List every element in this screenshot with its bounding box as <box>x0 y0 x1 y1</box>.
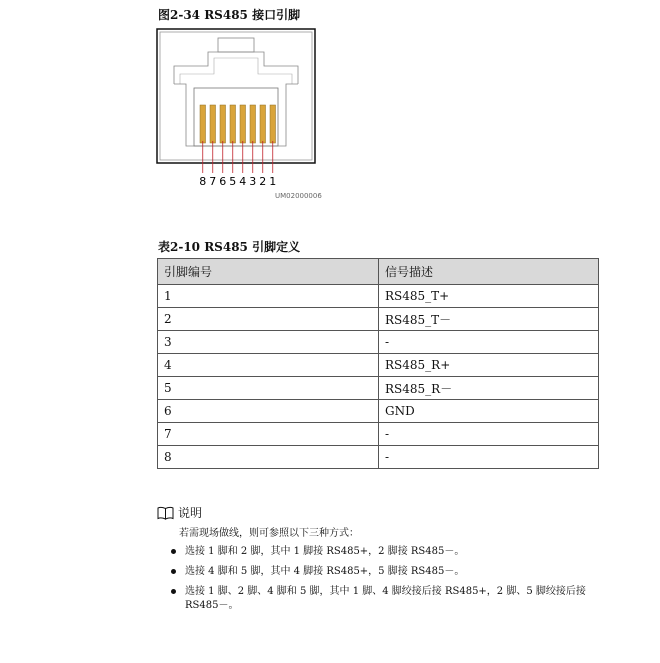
pin-number-cell: 1 <box>158 285 379 308</box>
figure-code: UM02000006 <box>275 192 322 200</box>
signal-description-cell: RS485_T－ <box>379 308 599 331</box>
signal-description-cell: RS485_R－ <box>379 377 599 400</box>
pin-contact <box>270 105 276 143</box>
table-body <box>158 285 599 469</box>
table-row <box>158 377 599 400</box>
table-row <box>158 400 599 423</box>
pin-number-cell: 2 <box>158 308 379 331</box>
figure-caption: 图2-34 RS485 接口引脚 <box>158 8 301 22</box>
header-signal-description: 信号描述 <box>379 259 599 285</box>
pin-contact <box>230 105 236 143</box>
note-list-item: 选接 1 脚、2 脚、4 脚和 5 脚，其中 1 脚、4 脚绞接后接 RS485+，2 脚、5 脚绞接后接 RS485－。 <box>185 585 607 613</box>
note-section <box>157 504 607 619</box>
pin-number-labels <box>199 175 276 188</box>
signal-description-cell: RS485_R+ <box>379 354 599 377</box>
pin-number-label: 5 <box>229 175 237 188</box>
table-row <box>158 285 599 308</box>
signal-description-cell: - <box>379 423 599 446</box>
pin-number-label: 7 <box>209 175 217 188</box>
note-intro: 若需现场做线，则可参照以下三种方式： <box>179 528 359 539</box>
signal-description-cell: - <box>379 446 599 469</box>
pin-number-label: 3 <box>249 175 257 188</box>
table-row <box>158 354 599 377</box>
pin-number-label: 8 <box>199 175 207 188</box>
pin-contact <box>210 105 216 143</box>
signal-description-cell: - <box>379 331 599 354</box>
table-caption: 表2-10 RS485 引脚定义 <box>158 240 301 254</box>
rj45-connector-diagram <box>156 28 326 198</box>
note-list <box>157 545 607 613</box>
table-row <box>158 423 599 446</box>
note-header <box>157 504 607 521</box>
pin-number-label: 6 <box>219 175 227 188</box>
signal-description-cell: GND <box>379 400 599 423</box>
book-icon <box>157 506 174 520</box>
pin-number-label: 4 <box>239 175 247 188</box>
signal-description-cell: RS485_T+ <box>379 285 599 308</box>
pin-number-label: 2 <box>259 175 267 188</box>
pin-contact <box>240 105 246 143</box>
pin-number-cell: 4 <box>158 354 379 377</box>
note-list-item: 选接 1 脚和 2 脚，其中 1 脚接 RS485+，2 脚接 RS485－。 <box>185 545 607 559</box>
pin-number-cell: 5 <box>158 377 379 400</box>
table-header-row <box>158 259 599 285</box>
pin-number-cell: 3 <box>158 331 379 354</box>
note-list-item: 选接 4 脚和 5 脚，其中 4 脚接 RS485+，5 脚接 RS485－。 <box>185 565 607 579</box>
table-row <box>158 446 599 469</box>
pin-definition-table <box>157 258 599 469</box>
table-row <box>158 331 599 354</box>
header-pin-number: 引脚编号 <box>158 259 379 285</box>
pin-contact <box>260 105 266 143</box>
pin-contact <box>250 105 256 143</box>
pin-number-cell: 6 <box>158 400 379 423</box>
pin-contact <box>200 105 206 143</box>
pin-contact <box>220 105 226 143</box>
note-title: 说明 <box>178 506 203 520</box>
pin-number-cell: 8 <box>158 446 379 469</box>
pin-number-label: 1 <box>269 175 277 188</box>
table-row <box>158 308 599 331</box>
pin-number-cell: 7 <box>158 423 379 446</box>
